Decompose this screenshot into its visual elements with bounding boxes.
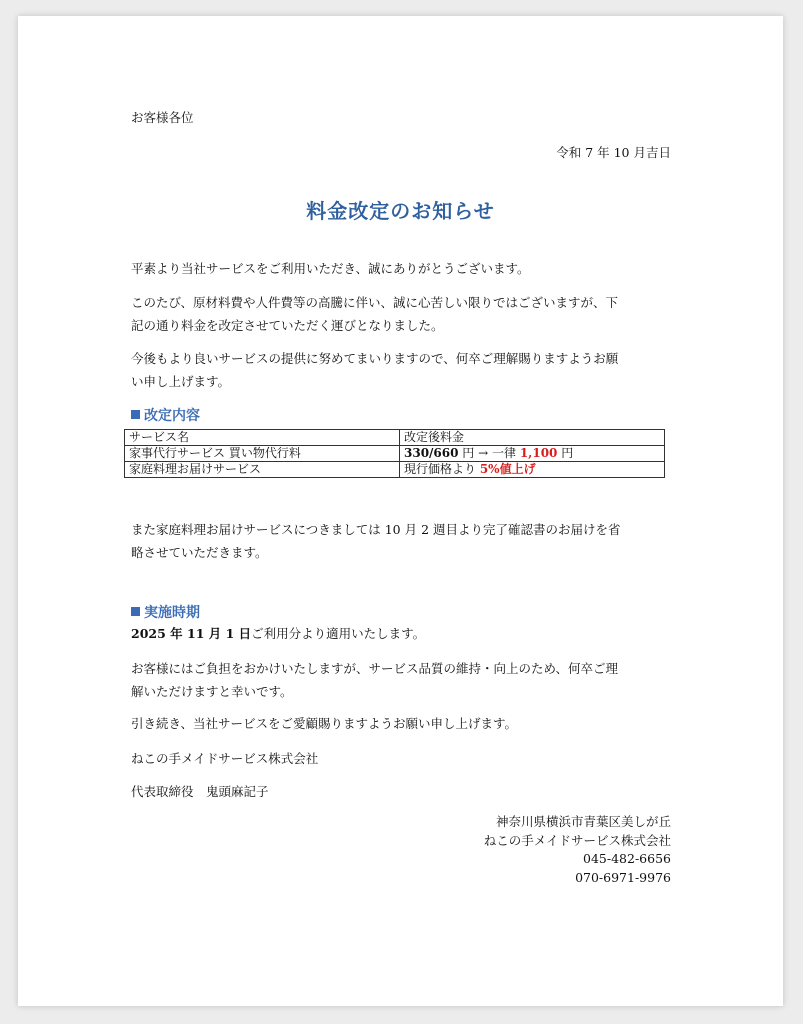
price-unit: 円 <box>557 446 574 460</box>
square-bullet-icon <box>131 607 140 616</box>
signature-company <box>131 747 671 770</box>
square-bullet-icon <box>131 410 140 419</box>
intro-text: 平素より当社サービスをご利用いただき、誠にありがとうございます。 <box>131 261 530 276</box>
effective-date-text: ご利用分より適用いたします。 <box>251 626 426 641</box>
note-line-2: 略させていただきます。 <box>131 545 268 560</box>
table-cell-price <box>400 462 665 478</box>
contact-phone-2: 070-6971-9976 <box>575 869 671 885</box>
new-price: 1,100 <box>519 446 558 460</box>
contact-address: 神奈川県横浜市青葉区美しが丘 <box>495 814 671 829</box>
section-heading-revision <box>131 405 200 425</box>
request-line-2: い申し上げます。 <box>131 374 231 389</box>
table-row <box>125 462 665 478</box>
request-paragraph <box>131 347 671 393</box>
table-header-row <box>125 430 665 446</box>
request-line-1: 今後もより良いサービスの提供に努めてまいりますので、何卒ご理解賜りますようお願 <box>131 351 619 366</box>
reason-line-2: 記の通り料金を改定させていただく運びとなりました。 <box>131 318 444 333</box>
old-price: 330/660 <box>404 446 459 460</box>
section-heading-effective-label: 実施時期 <box>144 605 200 621</box>
price-connector: 円 → 一律 <box>458 446 520 460</box>
signature-representative <box>131 780 671 803</box>
signature-representative-text: 代表取締役 鬼頭麻記子 <box>131 784 269 799</box>
increase-rate: 5%値上げ <box>479 462 536 476</box>
intro-paragraph <box>131 257 671 280</box>
signature-company-text: ねこの手メイドサービス株式会社 <box>131 751 319 766</box>
contact-phone-1: 045-482-6656 <box>583 851 671 866</box>
apology-paragraph <box>131 657 671 703</box>
reason-paragraph <box>131 291 671 337</box>
table-header-service: サービス名 <box>125 430 400 446</box>
contact-company: ねこの手メイドサービス株式会社 <box>483 832 671 848</box>
contact-block <box>484 813 671 887</box>
increase-prefix: 現行価格より <box>404 462 480 476</box>
note-line-1: また家庭料理お届けサービスにつきましては 10 月 2 週目より完了確認書のお届けを省 <box>131 522 621 537</box>
apology-line-2: 解いただけますと幸いです。 <box>131 684 293 699</box>
closing-paragraph <box>131 712 671 735</box>
closing-text: 引き続き、当社サービスをご愛顧賜りますようお願い申し上げます。 <box>131 716 518 731</box>
page-title: 料金改定のお知らせ <box>306 199 495 223</box>
table-header-price: 改定後料金 <box>400 430 665 446</box>
section-heading-revision-label: 改定内容 <box>144 408 200 424</box>
table-cell-price <box>400 446 665 462</box>
issue-date: 令和 7 年 10 月吉日 <box>556 145 671 160</box>
salutation: お客様各位 <box>131 110 194 125</box>
apology-line-1: お客様にはご負担をおかけいたしますが、サービス品質の維持・向上のため、何卒ご理 <box>131 661 619 676</box>
document-page <box>18 16 783 1006</box>
effective-date-line <box>131 622 671 645</box>
table-row <box>125 446 665 462</box>
note-paragraph <box>131 518 671 564</box>
reason-line-1: このたび、原材料費や人件費等の高騰に伴い、誠に心苦しい限りではございますが、下 <box>131 295 619 310</box>
table-cell-service: 家庭料理お届けサービス <box>125 462 400 478</box>
effective-date: 2025 年 11 月 1 日 <box>131 626 252 641</box>
table-cell-service: 家事代行サービス 買い物代行料 <box>125 446 400 462</box>
section-heading-effective <box>131 602 200 622</box>
fee-table <box>124 429 665 478</box>
